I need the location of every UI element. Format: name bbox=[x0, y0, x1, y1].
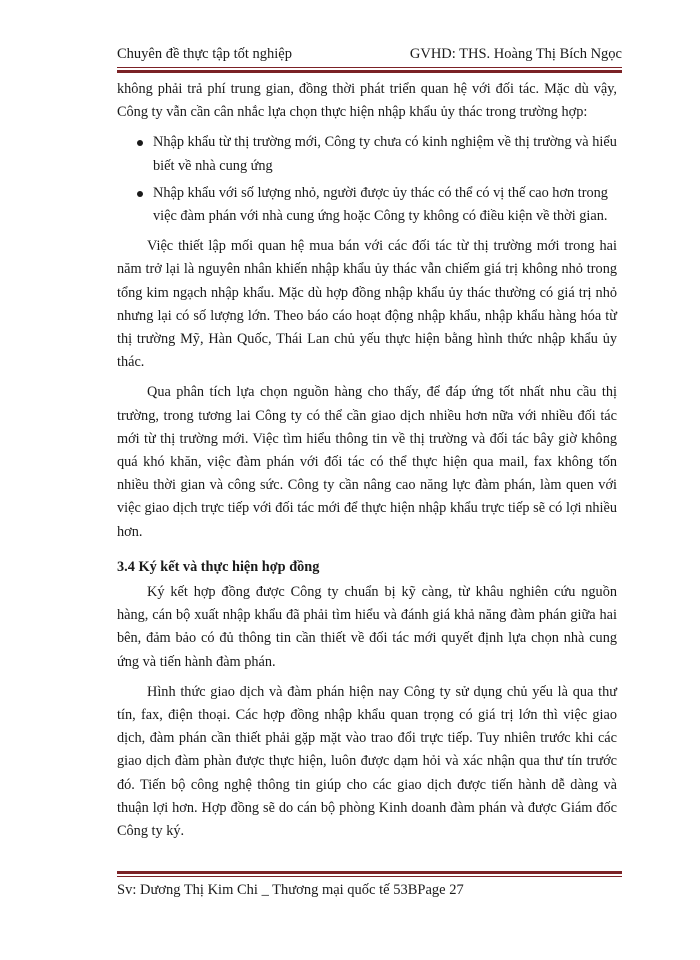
bullet-text: Nhập khẩu từ thị trường mới, Công ty chưa có kinh nghiệm về thị trường và hiểu biết về nhà cung ứng bbox=[153, 134, 617, 174]
bullet-text: Nhập khẩu với số lượng nhỏ, người được ủy thác có thể có vị thế cao hơn trong việc đàm phán với nhà cung ứng hoặc Công ty không có điều kiện về thời gian. bbox=[153, 184, 608, 225]
section-paragraph: Hình thức giao dịch và đàm phán hiện nay Công ty sử dụng chủ yếu là qua thư tín, fax, điện thoại. Các hợp đồng nhập khẩu quan trọng có giá trị lớn thì việc giao dịch, đàm phán cần thiết phải gặp mặt vào trao đổi trực tiếp. Tuy nhiên trước khi các giao dịch đàm phàn được thực hiện, luôn được dạm hỏi và xác nhận qua thư tín trước đó. Tiến bộ công nghệ thông tin giúp cho các giao dịch được tiến hành dễ dàng và thuận lợi hơn. Hợp đồng sẽ do cán bộ phòng Kinh doanh đàm phán và được Giám đốc Công ty ký. bbox=[117, 683, 617, 840]
header-right-advisor: GVHD: THS. Hoàng Thị Bích Ngọc bbox=[409, 46, 622, 62]
bullet-icon bbox=[137, 191, 143, 197]
header-rule-thick bbox=[117, 70, 622, 73]
section-paragraph: Ký kết hợp đồng được Công ty chuẩn bị kỹ càng, từ khâu nghiên cứu nguồn hàng, cán bộ xuất nhập khẩu đã phải tìm hiểu và đánh giá khả năng đàm phán giữa hai bên, đảm bảo có đủ thông tin cần thiết về đối tác mới quyết định lựa chọn nhà cung ứng và tiến hành đàm phán. bbox=[117, 584, 617, 670]
list-item bbox=[117, 131, 617, 177]
body-paragraph: Việc thiết lập mối quan hệ mua bán với các đối tác từ thị trường mới trong hai năm trở lại là nguyên nhân khiến nhập khẩu ủy thác vẫn chiếm giá trị không nhỏ trong tổng kim ngạch nhập khẩu. Mặc dù hợp đồng nhập khẩu ủy thác thường có giá trị nhỏ nhưng lại có số lượng lớn. Theo báo cáo hoạt động nhập khẩu, nhập khẩu hàng hóa từ thị trường Mỹ, Hàn Quốc, Thái Lan chủ yếu thực hiện bằng hình thức nhập khẩu ủy thác. bbox=[117, 238, 617, 371]
bullet-icon bbox=[137, 140, 143, 146]
header-left-title: Chuyên đề thực tập tốt nghiệp bbox=[117, 46, 292, 62]
bullet-list bbox=[117, 131, 617, 228]
page-header bbox=[117, 46, 622, 63]
body-paragraph: Qua phân tích lựa chọn nguồn hàng cho thấy, để đáp ứng tốt nhất nhu cầu thị trường, trong tương lai Công ty có thể cần giao dịch nhiều hơn nữa với nhiều đối tác mới từ thị trường mới. Việc tìm hiểu thông tin về thị trường và đối tác bây giờ không quá khó khăn, việc đàm phán với đối tác có thể thực hiện qua mail, fax không tốn nhiều thời gian và công sức. Công ty cần nâng cao năng lực đàm phán, làm quen với việc giao dịch trực tiếp với đối tác mới để thực hiện nhập khẩu trực tiếp sẽ có lợi nhiều hơn. bbox=[117, 384, 617, 540]
header-rule-thin bbox=[117, 67, 622, 68]
list-item bbox=[117, 182, 617, 228]
footer-rule-thin bbox=[117, 876, 622, 877]
footer-rule-thick bbox=[117, 871, 622, 874]
section-heading: 3.4 Ký kết và thực hiện hợp đồng bbox=[117, 558, 320, 575]
intro-paragraph: không phải trả phí trung gian, đồng thời phát triển quan hệ với đối tác. Mặc dù vậy, Công ty vẫn cần cân nhắc lựa chọn thực hiện nhập khẩu ủy thác trong trường hợp: bbox=[117, 81, 617, 121]
page-footer: Sv: Dương Thị Kim Chi _ Thương mại quốc tế 53BPage 27 bbox=[117, 882, 464, 898]
page-body bbox=[117, 78, 617, 843]
